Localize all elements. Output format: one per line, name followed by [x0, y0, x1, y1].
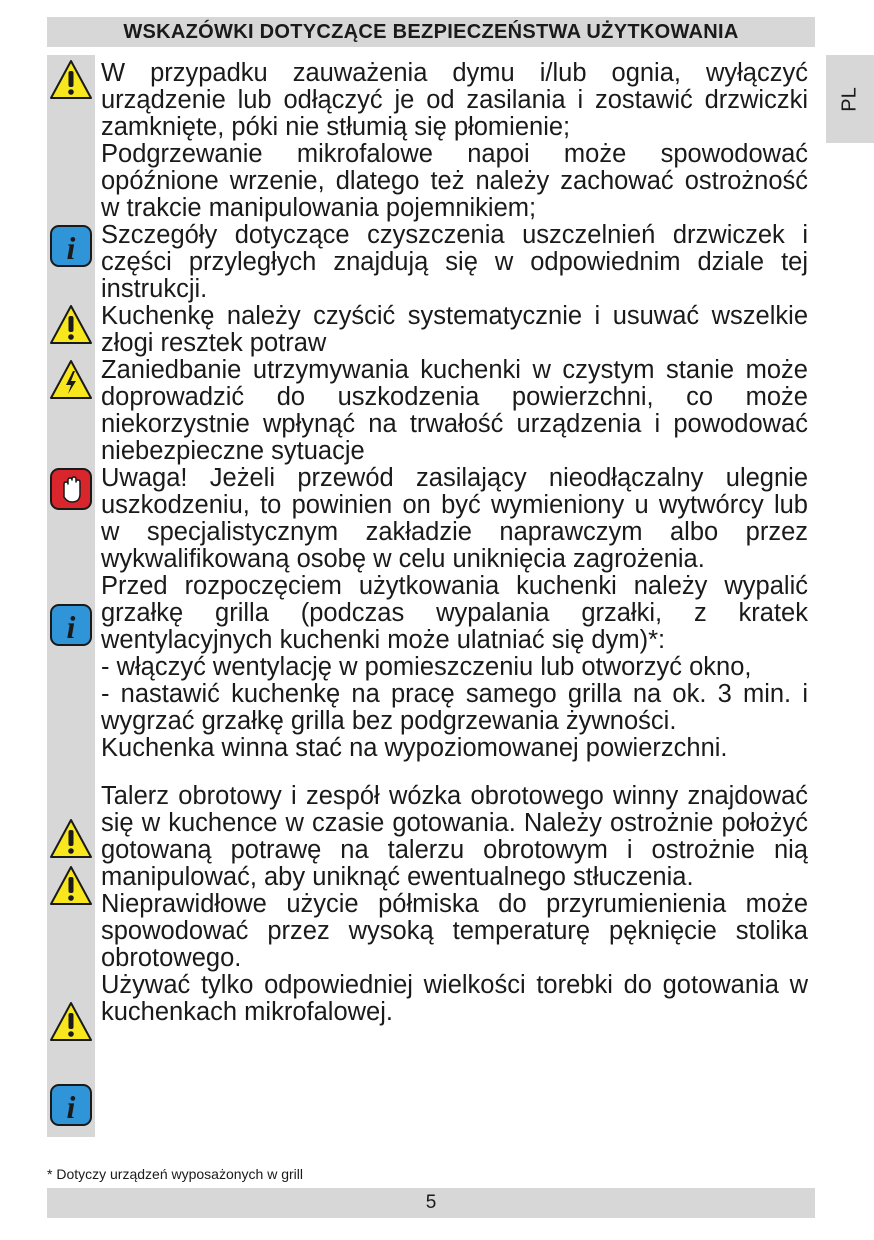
paragraph-regular-cleaning: Kuchenkę należy czyścić systematycznie i usuwać wszelkie złogi resztek potraw — [101, 302, 808, 357]
electric-hazard-icon — [49, 358, 93, 402]
paragraph-grill-step: - nastawić kuchenkę na pracę samego grilla na ok. 3 min. i wygrzać grzałkę grilla bez podgrzewania żywności. — [101, 680, 808, 735]
paragraph-delayed-boiling: Podgrzewanie mikrofalowe napoi może spowodować opóźnione wrzenie, dlatego też należy zachować ostrożność w trakcie manipulowania pojemnikiem; — [101, 140, 808, 222]
page-number: 5 — [425, 1192, 437, 1213]
info-icon — [49, 1083, 93, 1127]
stop-hand-icon — [49, 467, 93, 511]
safety-instructions — [101, 60, 808, 1026]
paragraph-cooking-bags: Używać tylko odpowiedniej wielkości torebki do gotowania w kuchenkach mikrofalowej. — [101, 971, 808, 1026]
paragraph-turntable: Talerz obrotowy i zespół wózka obrotowego winny znajdować się w kuchence w czasie gotowania. Należy ostrożnie położyć gotowaną potrawę na talerzu obrotowym i ostrożnie nią manipulować, aby uniknąć ewentualnego stłuczenia. — [101, 782, 808, 891]
warning-triangle-icon — [49, 817, 93, 861]
language-tab — [826, 55, 874, 143]
warning-triangle-icon — [49, 58, 93, 102]
page-footer — [47, 1188, 815, 1218]
paragraph-grill-burn-in: Przed rozpoczęciem użytkowania kuchenki należy wypalić grzałkę grilla (podczas wypalania grzałki, z kratek wentylacyjnych kuchenki może ulatniać się dym)*: — [101, 572, 808, 654]
warning-triangle-icon — [49, 303, 93, 347]
page-header — [47, 17, 815, 47]
warning-triangle-icon — [49, 864, 93, 908]
svg-text:i: i — [66, 1089, 76, 1125]
paragraph-seal-cleaning: Szczegóły dotyczące czyszczenia uszczelnień drzwiczek i części przyległych znajdują się w odpowiednim dziale tej instrukcji. — [101, 221, 808, 303]
svg-text:i: i — [66, 230, 76, 266]
paragraph-ventilation-step: - włączyć wentylację w pomieszczeniu lub otworzyć okno, — [101, 653, 752, 681]
warning-triangle-icon — [49, 1000, 93, 1044]
paragraph-level-surface: Kuchenka winna stać na wypoziomowanej powierzchni. — [101, 734, 728, 762]
language-label: PL — [838, 86, 861, 112]
paragraph-cleanliness-neglect: Zaniedbanie utrzymywania kuchenki w czystym stanie może doprowadzić do uszkodzenia powierzchni, co może niekorzystnie wpłynąć na trwałość urządzenia i powodować niebezpieczne sytuacje — [101, 356, 808, 465]
paragraph-browning-dish: Nieprawidłowe użycie półmiska do przyrumienienia może spowodować przez wysoką temperaturę pęknięcie stolika obrotowego. — [101, 890, 808, 972]
info-icon — [49, 603, 93, 647]
info-icon — [49, 224, 93, 268]
footnote: * Dotyczy urządzeń wyposażonych w grill — [47, 1166, 303, 1182]
paragraph-power-cord: Uwaga! Jeżeli przewód zasilający nieodłączalny ulegnie uszkodzeniu, to powinien on być wymieniony u wytwórcy lub w specjalistycznym zakładzie naprawczym albo przez wykwalifikowaną osobę w celu uniknięcia zagrożenia. — [101, 464, 808, 573]
icon-strip — [47, 55, 95, 1137]
page-title: WSKAZÓWKI DOTYCZĄCE BEZPIECZEŃSTWA UŻYTKOWANIA — [123, 20, 739, 43]
svg-text:i: i — [66, 609, 76, 645]
paragraph-smoke-fire: W przypadku zauważenia dymu i/lub ognia, wyłączyć urządzenie lub odłączyć je od zasilania i zostawić drzwiczki zamknięte, póki nie stłumią się płomienie; — [101, 59, 808, 141]
